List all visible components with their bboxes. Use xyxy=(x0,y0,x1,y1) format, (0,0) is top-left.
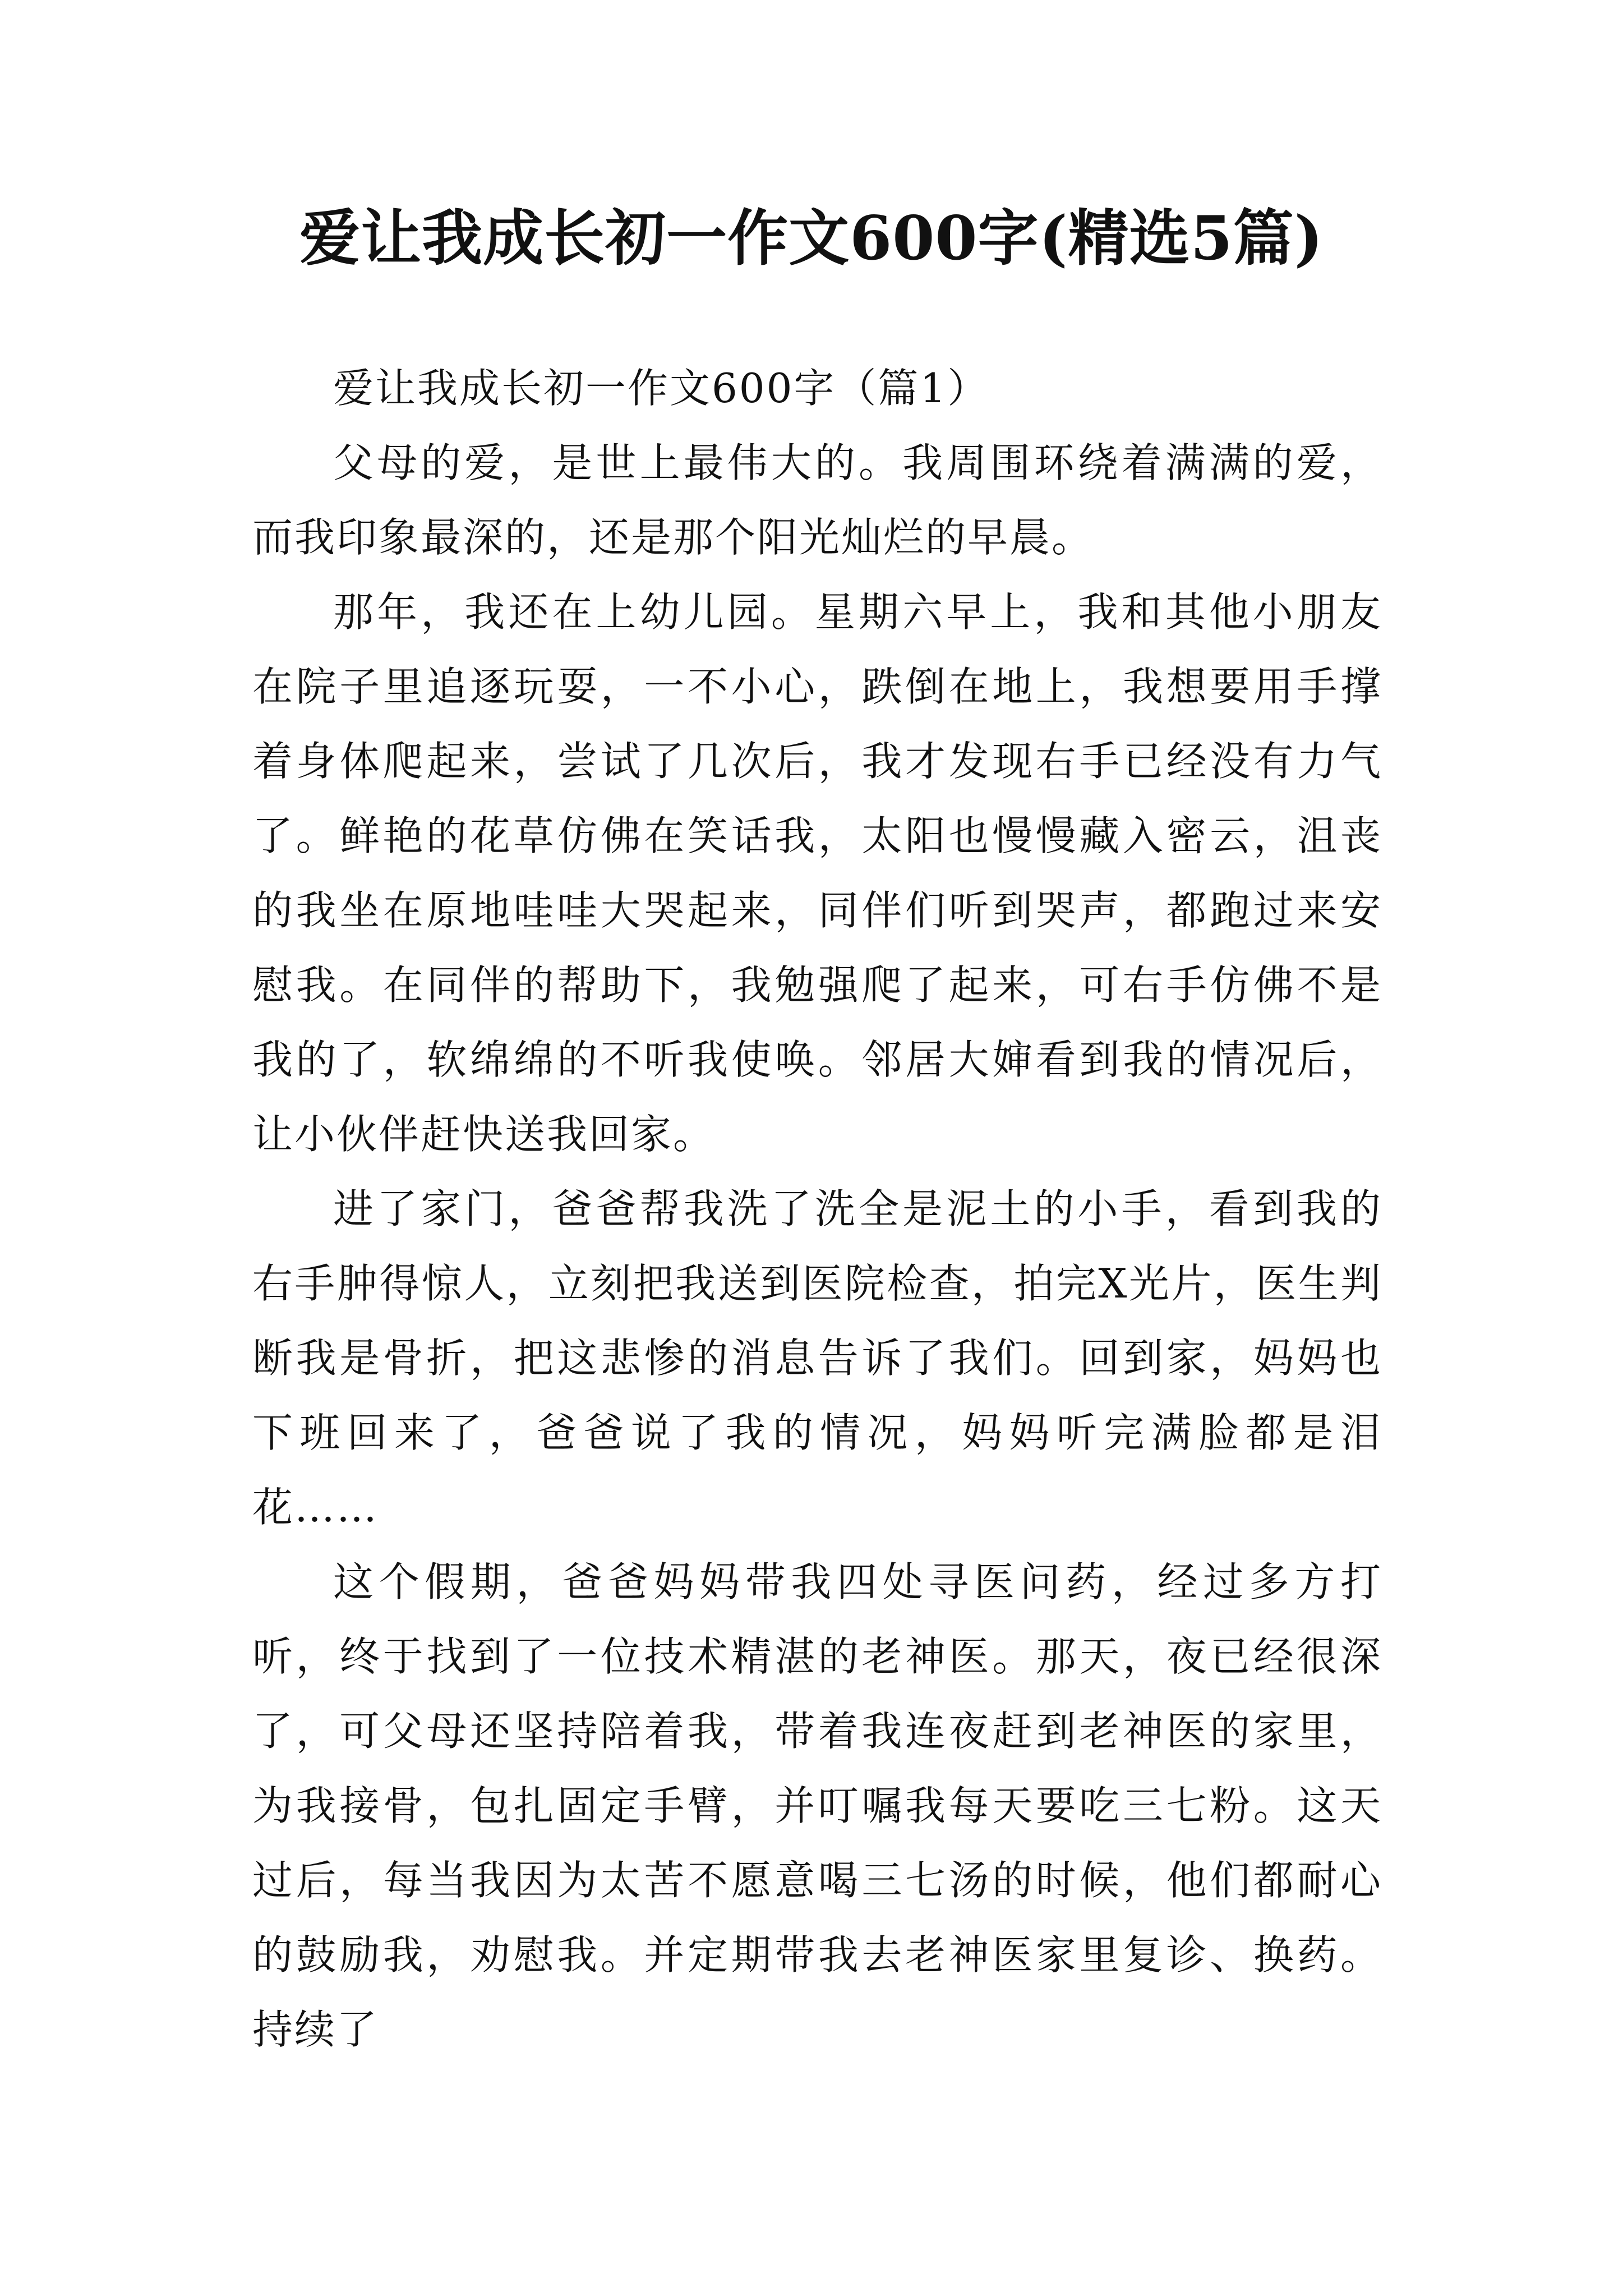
paragraph: 进了家门，爸爸帮我洗了洗全是泥土的小手，看到我的右手肿得惊人，立刻把我送到医院检查，拍完X光片，医生判断我是骨折，把这悲惨的消息告诉了我们。回到家，妈妈也下班回来了，爸爸说了我的情况，妈妈听完满脸都是泪花…… xyxy=(252,1185,1382,1531)
paragraph: 这个假期，爸爸妈妈带我四处寻医问药，经过多方打听，终于找到了一位技术精湛的老神医。那天，夜已经很深了，可父母还坚持陪着我，带着我连夜赶到老神医的家里，为我接骨，包扎固定手臂，并叮嘱我每天要吃三七粉。这天过后，每当我因为太苦不愿意喝三七汤的时候，他们都耐心的鼓励我，劝慰我。并定期带我去老神医家里复诊、换药。持续了 xyxy=(252,1558,1382,2053)
section-heading: 爱让我成长初一作文600字（篇1） xyxy=(333,365,990,412)
document-body xyxy=(252,351,1382,2067)
document-title: 爱让我成长初一作文600字(精选5篇) xyxy=(299,203,1324,274)
paragraph: 父母的爱，是世上最伟大的。我周围环绕着满满的爱，而我印象最深的，还是那个阳光灿烂的早晨。 xyxy=(252,439,1382,561)
paragraph: 那年，我还在上幼儿园。星期六早上，我和其他小朋友在院子里追逐玩耍，一不小心，跌倒在地上，我想要用手撑着身体爬起来，尝试了几次后，我才发现右手已经没有力气了。鲜艳的花草仿佛在笑话我，太阳也慢慢藏入密云，沮丧的我坐在原地哇哇大哭起来，同伴们听到哭声，都跑过来安慰我。在同伴的帮助下，我勉强爬了起来，可右手仿佛不是我的了，软绵绵的不听我使唤。邻居大婶看到我的情况后，让小伙伴赶快送我回家。 xyxy=(252,588,1382,1158)
